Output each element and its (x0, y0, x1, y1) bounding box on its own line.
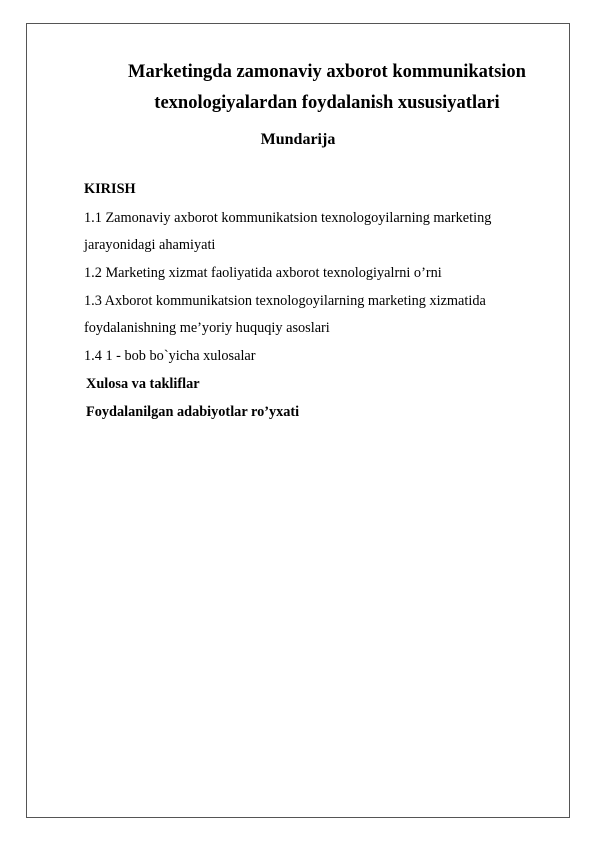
toc-item-1-3: 1.3 Axborot kommunikatsion texnologoyilarning marketing xizmatida (84, 293, 486, 309)
toc-item-1-3-cont: foydalanishning me’yoriy huquqiy asoslari (84, 320, 330, 336)
toc-item-kirish: KIRISH (84, 181, 136, 197)
toc-item-1-4: 1.4 1 - bob bo`yicha xulosalar (84, 348, 256, 364)
toc-item-conclusions: Xulosa va takliflar (86, 376, 200, 392)
document-title-line-2: texnologiyalardan foydalanish xususiyatlari (154, 93, 500, 113)
toc-item-1-2: 1.2 Marketing xizmat faoliyatida axborot texnologiyalrni o’rni (84, 265, 442, 281)
toc-item-bibliography: Foydalanilgan adabiyotlar ro’yxati (86, 404, 300, 420)
toc-item-1-1-cont: jarayonidagi ahamiyati (84, 237, 216, 253)
toc-item-1-1: 1.1 Zamonaviy axborot kommunikatsion texnologoyilarning marketing (84, 210, 492, 226)
document-title-line-1: Marketingda zamonaviy axborot kommunikatsion (128, 62, 526, 82)
toc-heading: Mundarija (260, 131, 336, 148)
